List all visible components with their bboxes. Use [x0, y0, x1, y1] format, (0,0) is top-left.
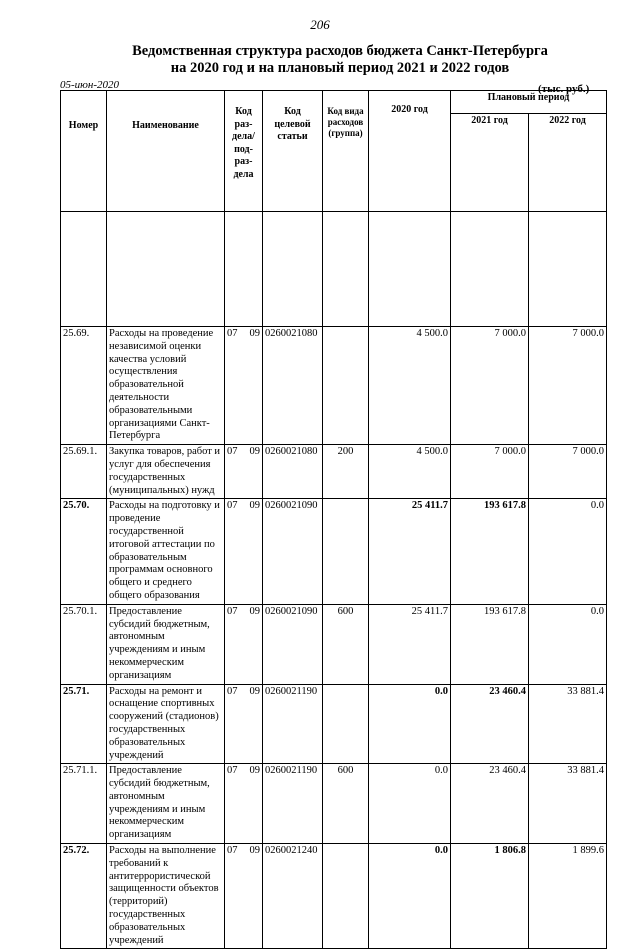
row-number: 25.72.	[61, 844, 107, 949]
row-subsection: 09	[249, 685, 260, 697]
row-name: Расходы на подготовку и проведение государственной итоговой аттестации по образовательным программам основного общего и среднего общего образования	[107, 499, 225, 604]
header-expense-type: Код вида расходов (группа)	[323, 91, 369, 212]
spacer-row	[61, 212, 607, 327]
row-section-code	[225, 684, 263, 764]
row-2022: 33 881.4	[529, 764, 607, 844]
row-section: 07	[227, 605, 238, 617]
row-target-code: 0260021080	[263, 327, 323, 445]
row-section: 07	[227, 845, 238, 857]
row-expense-type	[323, 327, 369, 445]
header-number: Номер	[61, 91, 107, 212]
row-expense-type	[323, 499, 369, 604]
row-name: Закупка товаров, работ и услуг для обеспечения государственных (муниципальных) нужд	[107, 445, 225, 499]
row-2020: 25 411.7	[369, 499, 451, 604]
row-name: Расходы на выполнение требований к антитеррористической защищенности объектов (территорий) государственных образовательных учреждений	[107, 844, 225, 949]
row-name: Расходы на проведение независимой оценки качества условий осуществления образовательной деятельности образовательными организациями Санкт-Петербурга	[107, 327, 225, 445]
row-2022: 1 899.6	[529, 844, 607, 949]
table-row	[61, 764, 607, 844]
row-number: 25.69.1.	[61, 445, 107, 499]
header-plan-period: Плановый период	[451, 91, 607, 114]
row-expense-type: 600	[323, 764, 369, 844]
row-2021: 193 617.8	[451, 499, 529, 604]
row-target-code: 0260021240	[263, 844, 323, 949]
row-section: 07	[227, 500, 238, 512]
header-2020: 2020 год	[369, 91, 451, 212]
header-section-code: Код раз-дела/ под-раз-дела	[225, 91, 263, 212]
budget-table	[60, 90, 607, 949]
row-section: 07	[227, 765, 238, 777]
row-2020: 0.0	[369, 684, 451, 764]
row-2021: 23 460.4	[451, 684, 529, 764]
row-2021: 7 000.0	[451, 445, 529, 499]
row-number: 25.71.1.	[61, 764, 107, 844]
row-target-code: 0260021090	[263, 499, 323, 604]
row-2022: 0.0	[529, 604, 607, 684]
row-2022: 33 881.4	[529, 684, 607, 764]
row-2020: 4 500.0	[369, 445, 451, 499]
row-section-code	[225, 327, 263, 445]
row-expense-type: 600	[323, 604, 369, 684]
row-target-code: 0260021190	[263, 684, 323, 764]
row-number: 25.71.	[61, 684, 107, 764]
header-row	[61, 91, 607, 114]
header-target-code: Код целевой статьи	[263, 91, 323, 212]
row-2021: 7 000.0	[451, 327, 529, 445]
header-2022: 2022 год	[529, 114, 607, 212]
row-2021: 1 806.8	[451, 844, 529, 949]
row-number: 25.70.1.	[61, 604, 107, 684]
row-number: 25.70.	[61, 499, 107, 604]
page-number: 206	[310, 17, 330, 32]
row-target-code: 0260021090	[263, 604, 323, 684]
row-2021: 23 460.4	[451, 764, 529, 844]
row-2022: 7 000.0	[529, 327, 607, 445]
units-label: (тыс. руб.)	[538, 83, 590, 95]
document-title-line-1: Ведомственная структура расходов бюджета Санкт-Петербурга	[132, 43, 548, 59]
row-subsection: 09	[249, 500, 260, 512]
row-section-code	[225, 499, 263, 604]
row-section-code	[225, 844, 263, 949]
row-name: Расходы на ремонт и оснащение спортивных сооружений (стадионов) государственных образовательных учреждений	[107, 684, 225, 764]
row-section: 07	[227, 685, 238, 697]
row-expense-type	[323, 844, 369, 949]
table-row	[61, 684, 607, 764]
document-title-line-2: на 2020 год и на плановый период 2021 и 2022 годов	[170, 60, 510, 76]
row-2022: 7 000.0	[529, 445, 607, 499]
row-2020: 0.0	[369, 764, 451, 844]
row-section: 07	[227, 328, 238, 339]
document-date: 05-июн-2020	[60, 79, 120, 91]
row-expense-type	[323, 684, 369, 764]
row-2020: 0.0	[369, 844, 451, 949]
table-row	[61, 327, 607, 445]
row-subsection: 09	[249, 765, 260, 777]
row-name: Предоставление субсидий бюджетным, автономным учреждениям и иным некоммерческим организациям	[107, 764, 225, 844]
table-row	[61, 604, 607, 684]
table-row	[61, 844, 607, 949]
table-row	[61, 499, 607, 604]
row-subsection: 09	[249, 845, 260, 857]
row-expense-type: 200	[323, 445, 369, 499]
row-subsection: 09	[249, 605, 260, 617]
row-number: 25.69.	[61, 327, 107, 445]
header-name: Наименование	[107, 91, 225, 212]
row-target-code: 0260021190	[263, 764, 323, 844]
row-2021: 193 617.8	[451, 604, 529, 684]
row-2022: 0.0	[529, 499, 607, 604]
table-row	[61, 445, 607, 499]
row-section-code	[225, 445, 263, 499]
row-section-code	[225, 764, 263, 844]
row-name: Предоставление субсидий бюджетным, автономным учреждениям и иным некоммерческим организациям	[107, 604, 225, 684]
row-section-code	[225, 604, 263, 684]
row-section: 07	[227, 446, 238, 458]
header-2021: 2021 год	[451, 114, 529, 212]
row-target-code: 0260021080	[263, 445, 323, 499]
row-2020: 25 411.7	[369, 604, 451, 684]
row-2020: 4 500.0	[369, 327, 451, 445]
row-subsection: 09	[249, 446, 260, 458]
row-subsection: 09	[249, 328, 260, 339]
